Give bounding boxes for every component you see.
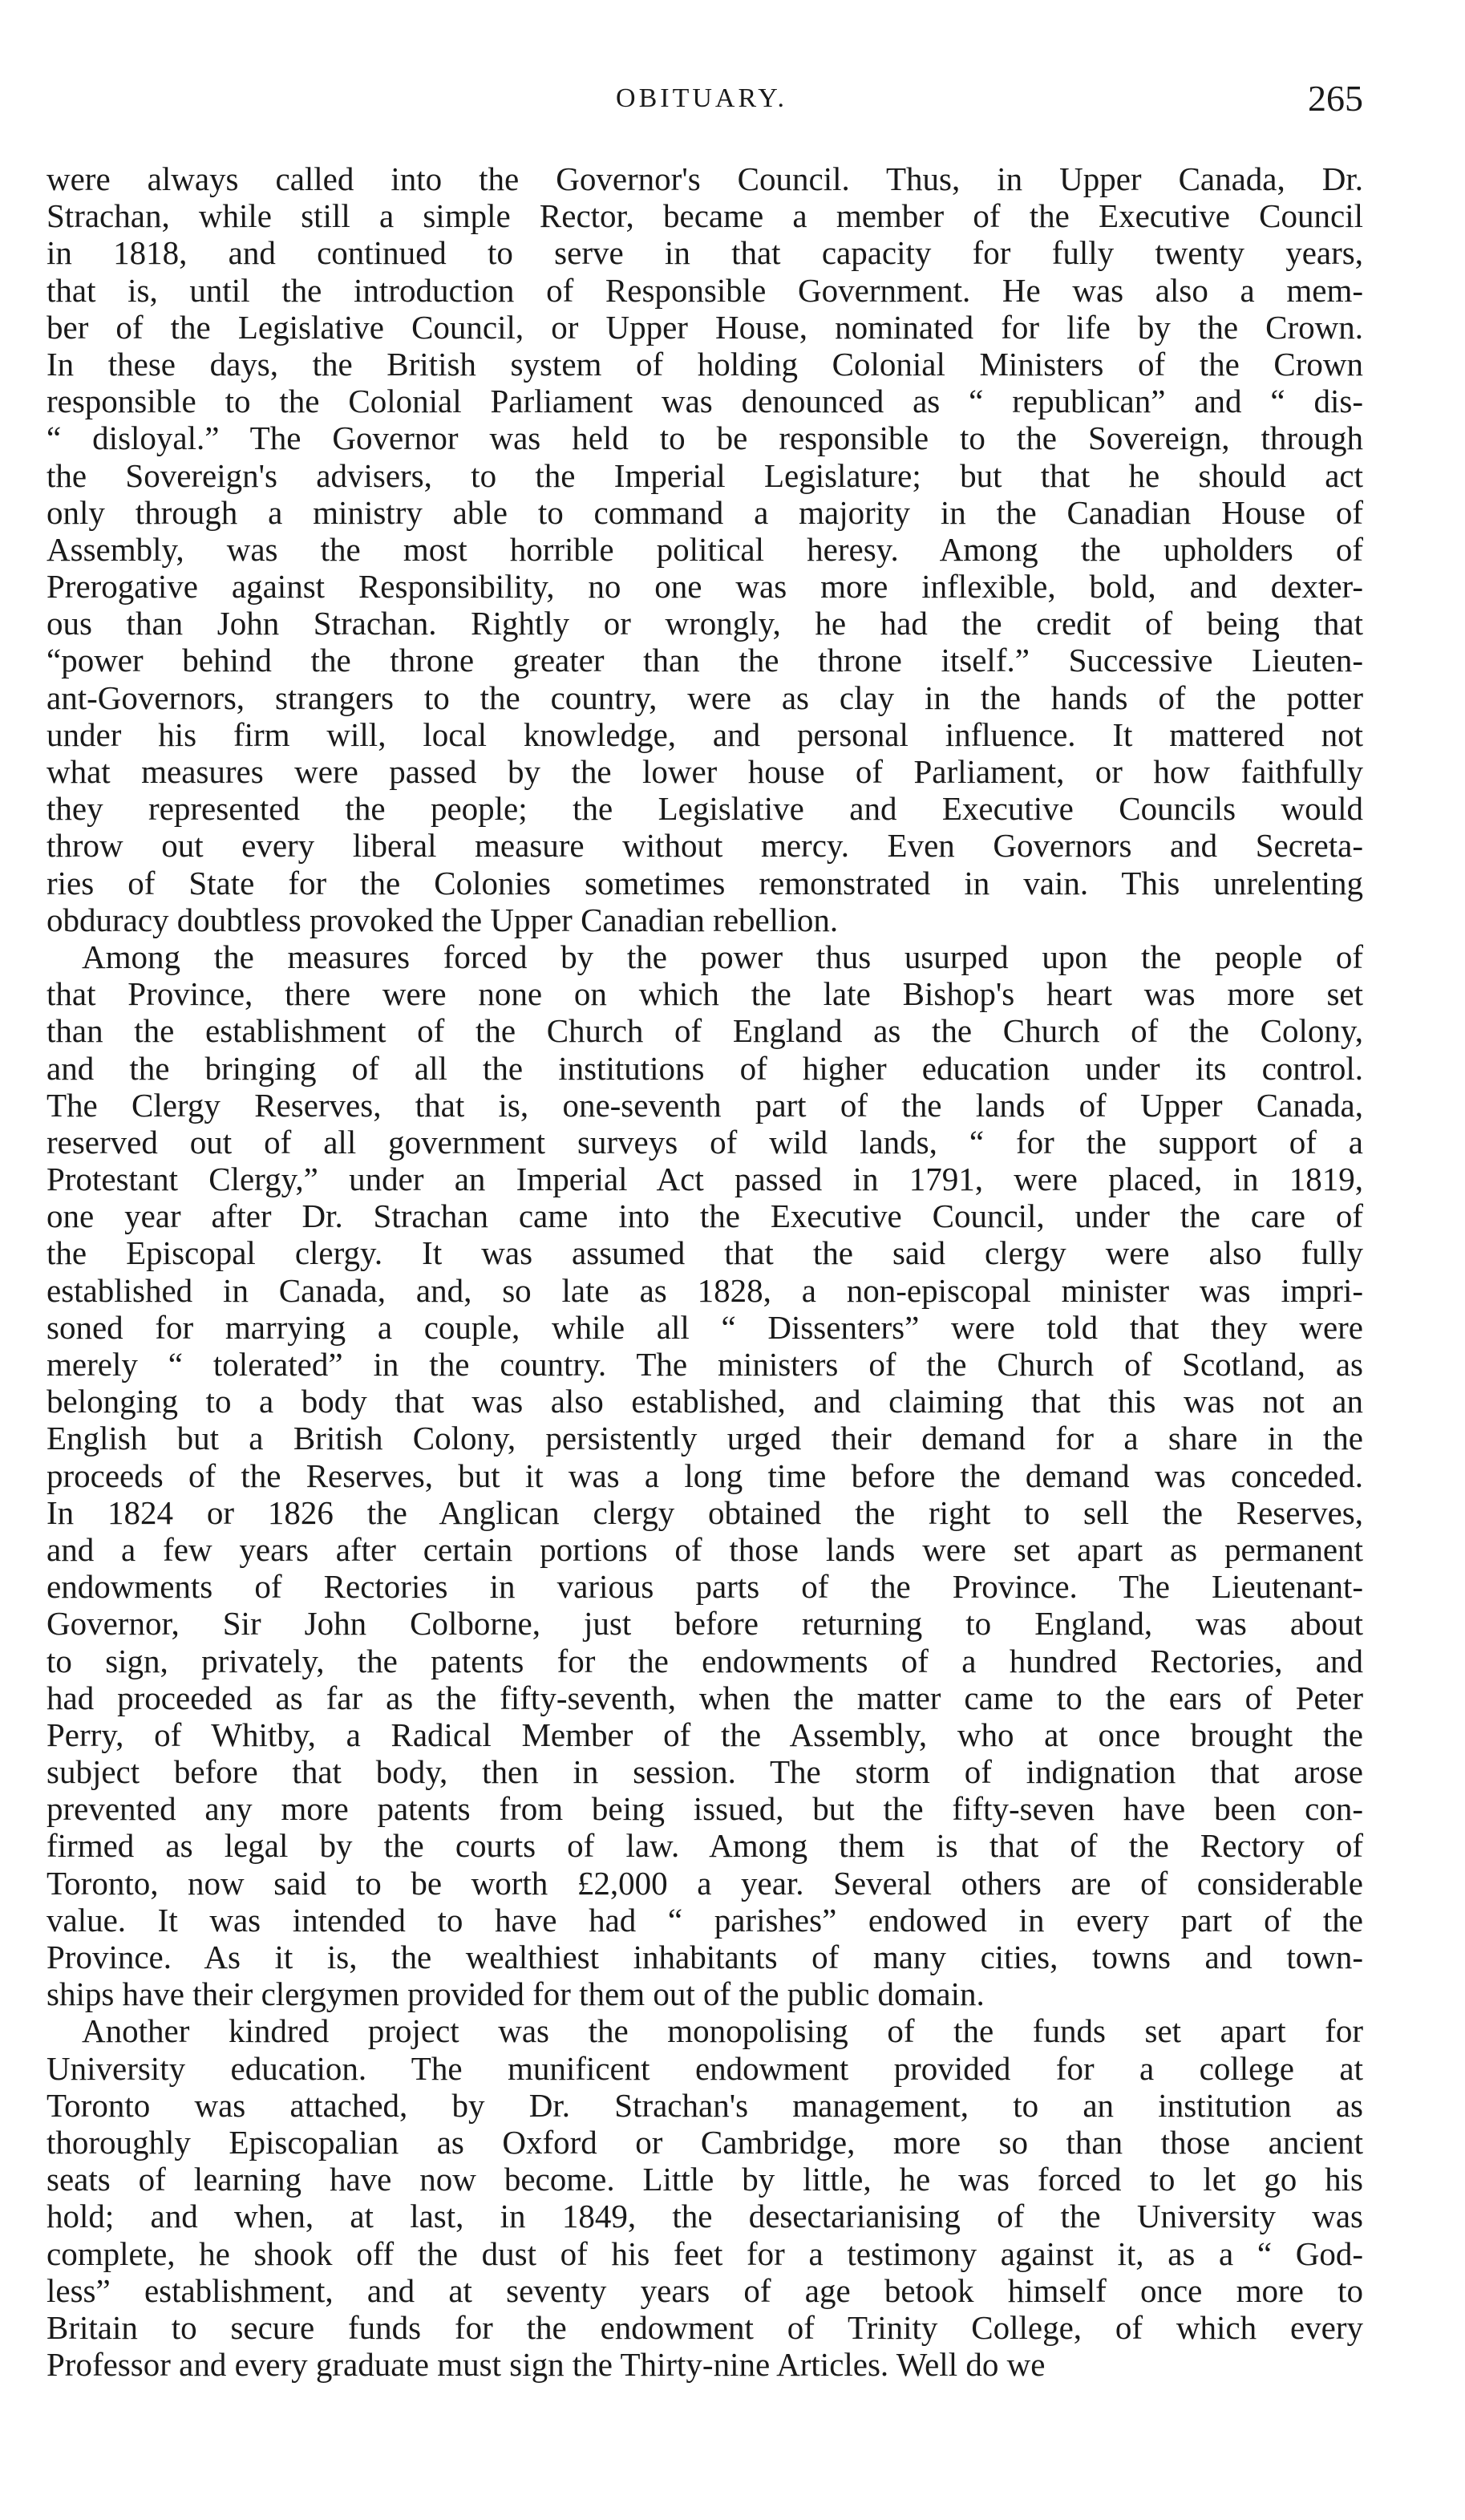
text-line: the Sovereign's advisers, to the Imperial Legislature; but that he should act	[47, 456, 1363, 494]
text-line: responsible to the Colonial Parliament was denounced as “ republican” and “ dis-	[47, 383, 1363, 420]
text-line: “ disloyal.” The Governor was held to be responsible to the Sovereign, through	[47, 419, 1363, 457]
text-line: In these days, the British system of holding Colonial Ministers of the Crown	[47, 345, 1363, 383]
text-line: soned for marrying a couple, while all “ Dissenters” were told that they were	[47, 1308, 1363, 1346]
text-line: “power behind the throne greater than the throne itself.” Successive Lieuten-	[47, 642, 1363, 679]
text-line: established in Canada, and, so late as 1828, a non-episcopal minister was impri-	[47, 1271, 1363, 1309]
text-line: complete, he shook off the dust of his feet for a testimony against it, as a “ God-	[47, 2234, 1363, 2272]
text-line: Governor, Sir John Colborne, just before returning to England, was about	[47, 1605, 1363, 1643]
text-line: what measures were passed by the lower house of Parliament, or how faithfully	[47, 753, 1363, 790]
text-line: proceeds of the Reserves, but it was a long time before the demand was conceded.	[47, 1456, 1363, 1494]
text-line: less” establishment, and at seventy years of age betook himself once more to	[47, 2271, 1363, 2309]
text-line: Professor and every graduate must sign the Thirty-nine Articles. Well do we	[47, 2346, 1046, 2384]
text-line: Strachan, while still a simple Rector, became a member of the Executive Council	[47, 197, 1363, 235]
text-line: Toronto was attached, by Dr. Strachan's management, to an institution as	[47, 2086, 1363, 2124]
text-line: prevented any more patents from being issued, but the fifty-seven have been con-	[47, 1790, 1363, 1828]
text-line: English but a British Colony, persistently urged their demand for a share in the	[47, 1420, 1363, 1457]
text-line: In 1824 or 1826 the Anglican clergy obtained the right to sell the Reserves,	[47, 1493, 1363, 1531]
text-line: Britain to secure funds for the endowment of Trinity College, of which every	[47, 2308, 1363, 2346]
text-line: ber of the Legislative Council, or Upper House, nominated for life by the Crown.	[47, 308, 1363, 346]
text-line: under his firm will, local knowledge, and personal influence. It mattered not	[47, 715, 1363, 753]
paragraph	[47, 2012, 1363, 2383]
text-line: only through a ministry able to command a majority in the Canadian House of	[47, 493, 1363, 531]
text-line: value. It was intended to have had “ parishes” endowed in every part of the	[47, 1901, 1363, 1939]
text-line: Among the measures forced by the power thus usurped upon the people of	[82, 938, 1363, 975]
text-line: The Clergy Reserves, that is, one-seventh part of the lands of Upper Canada,	[47, 1086, 1363, 1124]
text-line: Another kindred project was the monopolising of the funds set apart for	[82, 2012, 1363, 2050]
text-line: firmed as legal by the courts of law. Among them is that of the Rectory of	[47, 1827, 1363, 1865]
text-line: Prerogative against Responsibility, no one was more inflexible, bold, and dexter-	[47, 568, 1363, 606]
text-line: to sign, privately, the patents for the endowments of a hundred Rectories, and	[47, 1642, 1363, 1679]
text-line: Perry, of Whitby, a Radical Member of the Assembly, who at once brought the	[47, 1716, 1363, 1753]
text-line: merely “ tolerated” in the country. The ministers of the Church of Scotland, as	[47, 1346, 1363, 1383]
text-line: Toronto, now said to be worth £2,000 a year. Several others are of considerable	[47, 1864, 1363, 1902]
paragraph	[47, 160, 1363, 938]
text-line: than the establishment of the Church of England as the Church of the Colony,	[47, 1012, 1363, 1050]
text-line: one year after Dr. Strachan came into the Executive Council, under the care of	[47, 1197, 1363, 1235]
running-title: OBITUARY.	[616, 83, 787, 113]
text-line: throw out every liberal measure without mercy. Even Governors and Secreta-	[47, 827, 1363, 865]
text-line: the Episcopal clergy. It was assumed that the said clergy were also fully	[47, 1234, 1363, 1272]
text-line: ries of State for the Colonies sometimes remonstrated in vain. This unrelenting	[47, 864, 1363, 901]
text-line: Assembly, was the most horrible political heresy. Among the upholders of	[47, 530, 1363, 568]
text-line: had proceeded as far as the fifty-seventh, when the matter came to the ears of Peter	[47, 1679, 1363, 1716]
text-line: ous than John Strachan. Rightly or wrongly, he had the credit of being that	[47, 605, 1363, 642]
body-text	[47, 160, 1363, 2383]
text-line: belonging to a body that was also established, and claiming that this was not an	[47, 1383, 1363, 1420]
text-line: subject before that body, then in session. The storm of indignation that arose	[47, 1753, 1363, 1791]
page-number: 265	[1308, 78, 1363, 119]
text-line: and a few years after certain portions of those lands were set apart as permanent	[47, 1530, 1363, 1568]
text-line: reserved out of all government surveys of wild lands, “ for the support of a	[47, 1123, 1363, 1161]
text-line: endowments of Rectories in various parts of the Province. The Lieutenant-	[47, 1568, 1363, 1606]
text-line: were always called into the Governor's Council. Thus, in Upper Canada, Dr.	[47, 160, 1363, 197]
text-line: ships have their clergymen provided for them out of the public domain.	[47, 1975, 985, 2013]
text-line: Protestant Clergy,” under an Imperial Act passed in 1791, were placed, in 1819,	[47, 1161, 1363, 1198]
text-line: ant-Governors, strangers to the country, were as clay in the hands of the potter	[47, 679, 1363, 716]
text-line: thoroughly Episcopalian as Oxford or Cambridge, more so than those ancient	[47, 2123, 1363, 2161]
paragraph	[47, 938, 1363, 2012]
text-line: and the bringing of all the institutions of higher education under its control.	[47, 1049, 1363, 1087]
text-line: hold; and when, at last, in 1849, the desectarianising of the University was	[47, 2198, 1363, 2235]
text-line: in 1818, and continued to serve in that capacity for fully twenty years,	[47, 234, 1363, 272]
text-line: Province. As it is, the wealthiest inhabitants of many cities, towns and town-	[47, 1939, 1363, 1975]
text-line: University education. The munificent endowment provided for a college at	[47, 2049, 1363, 2087]
text-line: that Province, there were none on which the late Bishop's heart was more set	[47, 975, 1363, 1013]
text-line: that is, until the introduction of Responsible Government. He was also a mem-	[47, 271, 1363, 309]
running-head	[40, 77, 1363, 133]
text-line: seats of learning have now become. Little by little, he was forced to let go his	[47, 2161, 1363, 2198]
text-line: obduracy doubtless provoked the Upper Canadian rebellion.	[47, 901, 839, 938]
text-line: they represented the people; the Legislative and Executive Councils would	[47, 790, 1363, 828]
